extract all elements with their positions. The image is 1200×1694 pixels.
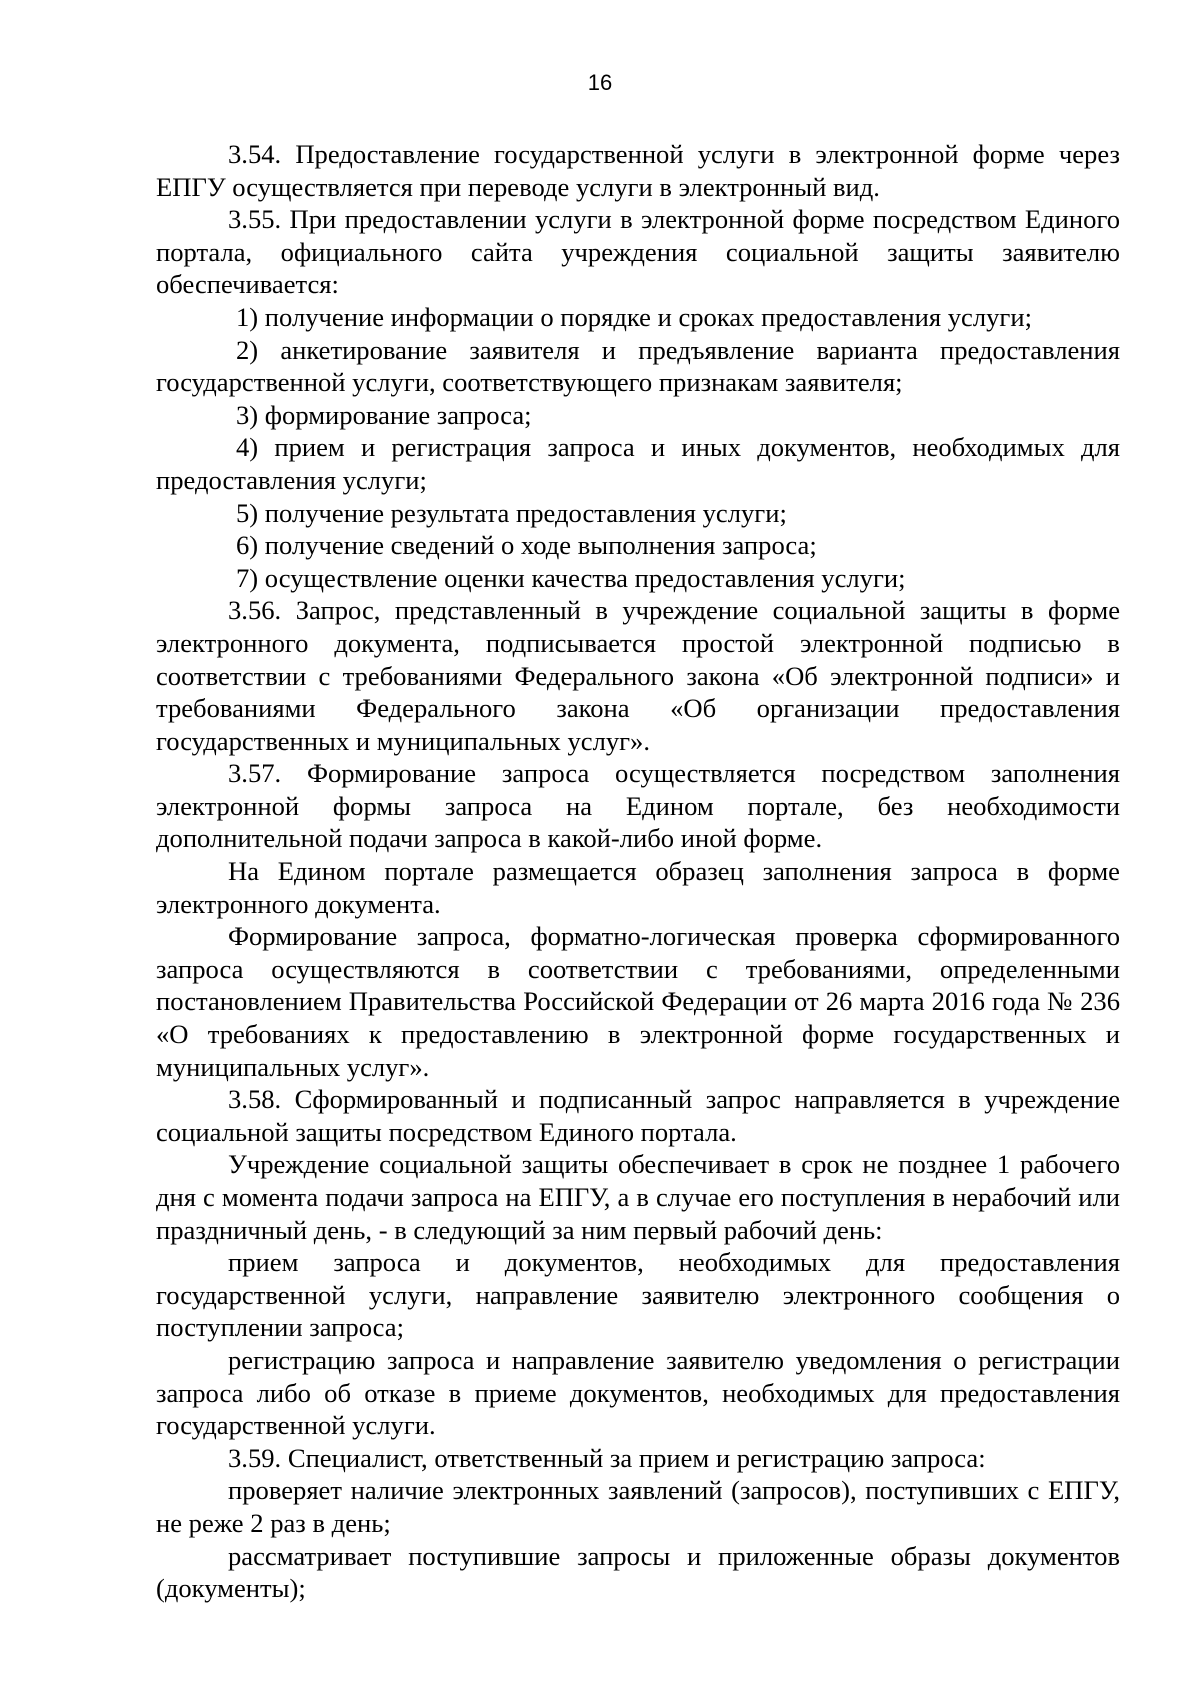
list-item-4: 4) прием и регистрация запроса и иных документов, необходимых для предоставления услуги; bbox=[156, 432, 1120, 495]
paragraph-3-57: 3.57. Формирование запроса осуществляется посредством заполнения электронной формы запроса на Едином портале, без необходимости дополнительной подачи запроса в какой-либо иной форме. bbox=[156, 758, 1120, 854]
paragraph-check-requests: проверяет наличие электронных заявлений (запросов), поступивших с ЕПГУ, не реже 2 раз в день; bbox=[156, 1475, 1120, 1538]
paragraph-3-54: 3.54. Предоставление государственной услуги в электронной форме через ЕПГУ осуществляется при переводе услуги в электронный вид. bbox=[156, 139, 1120, 202]
list-item-6: 6) получение сведений о ходе выполнения запроса; bbox=[236, 530, 817, 561]
document-body bbox=[156, 138, 1120, 1605]
paragraph-registration: регистрацию запроса и направление заявителю уведомления о регистрации запроса либо об отказе в приеме документов, необходимых для предоставления государственной услуги. bbox=[156, 1344, 1120, 1441]
paragraph-deadline: Учреждение социальной защиты обеспечивает в срок не позднее 1 рабочего дня с момента подачи запроса на ЕПГУ, а в случае его поступления в нерабочий или праздничный день, - в следующий за ним первый рабочий день: bbox=[156, 1149, 1120, 1245]
paragraph-review-requests: рассматривает поступившие запросы и приложенные образы документов (документы); bbox=[156, 1540, 1120, 1604]
list-item-1: 1) получение информации о порядке и сроках предоставления услуги; bbox=[236, 301, 1032, 332]
list-item-5: 5) получение результата предоставления услуги; bbox=[236, 497, 787, 528]
list-item-2: 2) анкетирование заявителя и предъявление варианта предоставления государственной услуги, соответствующего признакам заявителя; bbox=[156, 334, 1120, 398]
paragraph-format-check: Формирование запроса, форматно-логическая проверка сформированного запроса осуществляются в соответствии с требованиями, определенными постановлением Правительства Российской Федерации от 26 марта 2016 года № 236 «О требованиях к предоставлению в электронной форме государственных и муниципальных услуг». bbox=[156, 921, 1120, 1082]
paragraph-portal-sample: На Едином портале размещается образец заполнения запроса в форме электронного документа. bbox=[156, 856, 1120, 919]
list-item-7: 7) осуществление оценки качества предоставления услуги; bbox=[236, 562, 906, 593]
page-number: 16 bbox=[587, 70, 613, 95]
paragraph-3-59: 3.59. Специалист, ответственный за прием и регистрацию запроса: bbox=[228, 1442, 986, 1473]
paragraph-receipt: прием запроса и документов, необходимых для предоставления государственной услуги, направление заявителю электронного сообщения о поступлении запроса; bbox=[156, 1247, 1120, 1343]
list-item-3: 3) формирование запроса; bbox=[236, 399, 532, 430]
paragraph-3-56: 3.56. Запрос, представленный в учреждение социальной защиты в форме электронного документа, подписывается простой электронной подписью в соответствии с требованиями Федерального закона «Об электронной подписи» и требованиями Федерального закона «Об организации предоставления государственных и муниципальных услуг». bbox=[156, 595, 1120, 756]
paragraph-3-55: 3.55. При предоставлении услуги в электронной форме посредством Единого портала, официального сайта учреждения социальной защиты заявителю обеспечивается: bbox=[156, 204, 1120, 300]
paragraph-3-58: 3.58. Сформированный и подписанный запрос направляется в учреждение социальной защиты посредством Единого портала. bbox=[156, 1084, 1120, 1147]
